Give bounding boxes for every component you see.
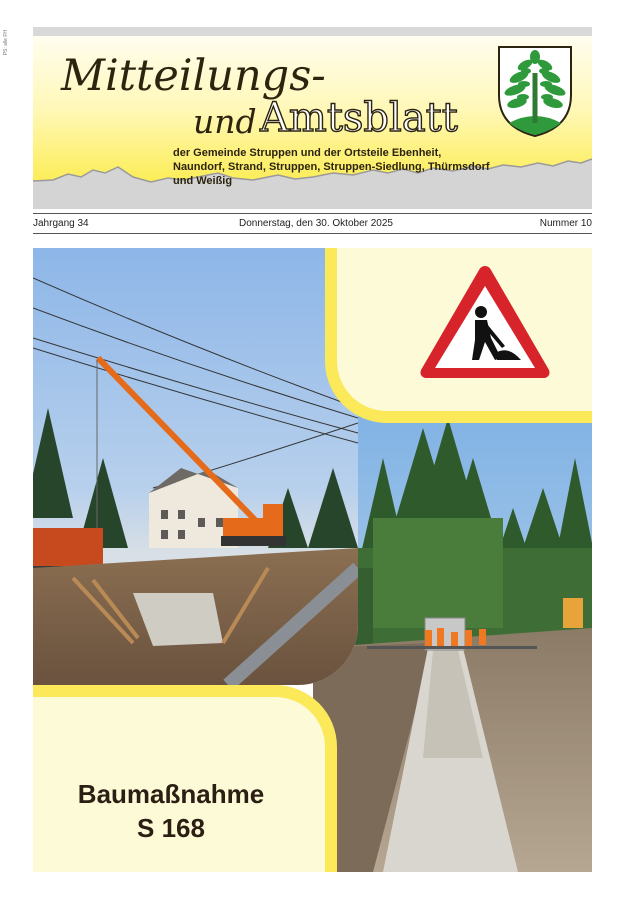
- masthead: [33, 27, 592, 209]
- municipal-crest-icon: [495, 43, 575, 139]
- roadworks-warning-sign-icon: [417, 262, 553, 382]
- issue-number: Nummer 10: [539, 218, 592, 229]
- crane-construction-photo: [33, 248, 358, 685]
- issue-meta-bar: [33, 213, 592, 234]
- roadworks-sign-panel: [325, 248, 592, 423]
- headline-line2: S 168: [137, 813, 205, 843]
- cover-area: [33, 248, 592, 872]
- masthead-title-amtsblatt: Amtsblatt: [260, 95, 458, 141]
- subtitle-line: und Weißig: [173, 175, 233, 187]
- subtitle-line: Naundorf, Strand, Struppen, Struppen-Siedlung, Thürmsdorf: [173, 161, 490, 173]
- headline-line1: Baumaßnahme: [77, 779, 265, 809]
- headline-panel: [33, 685, 337, 872]
- masthead-title-und: und: [193, 102, 257, 141]
- subtitle-line: der Gemeinde Struppen und der Ortsteile Ebenheit,: [173, 147, 442, 159]
- cover-headline: [33, 777, 309, 845]
- issue-date: Donnerstag, den 30. Oktober 2025: [239, 218, 393, 229]
- side-note: PS: alle FH: [3, 30, 9, 56]
- volume-label: Jahrgang 34: [33, 218, 89, 229]
- masthead-title-line1: Mitteilungs-: [61, 51, 326, 101]
- masthead-subtitle: [173, 146, 592, 188]
